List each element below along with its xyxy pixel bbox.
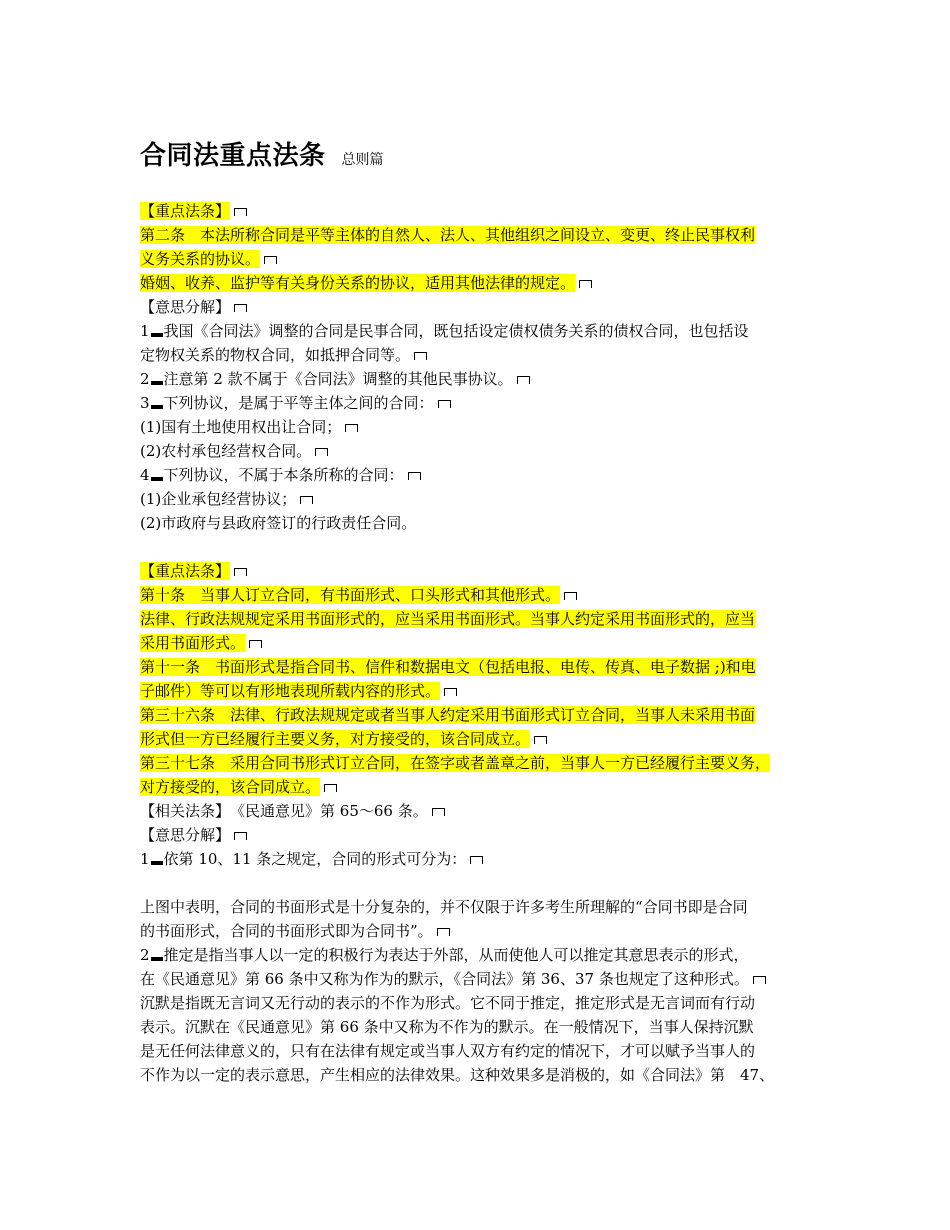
title-row: [140, 135, 840, 173]
silence-paragraph-cont: 是无任何法律意义的，只有在法律有规定或当事人双方有约定的情况下，才可以赋予当事人的: [140, 1042, 756, 1060]
item-number: 2: [140, 946, 150, 964]
analysis-item-1: 依第 10、11 条之规定，合同的形式可分为：: [163, 850, 467, 868]
paragraph-mark-icon: [432, 808, 445, 816]
numbering-mark-icon: [151, 381, 163, 385]
article-37-text: 第三十七条 采用合同书形式订立合同，在签字或者盖章之前，当事人一方已经履行主要义务，: [140, 754, 771, 772]
numbering-mark-icon: [151, 477, 163, 481]
paragraph-mark-icon: [438, 400, 451, 408]
article-10-paragraph-2-cont: 采用书面形式。: [140, 634, 246, 652]
paragraph-mark-icon: [249, 640, 262, 648]
paragraph-mark-icon: [579, 280, 592, 288]
numbering-mark-icon: [151, 861, 163, 865]
list-item: (1)企业承包经营协议；: [140, 490, 297, 508]
document-subtitle: 总则篇: [341, 152, 384, 168]
item-number: 3: [140, 394, 150, 412]
paragraph-mark-icon: [517, 376, 530, 384]
figure-explanation-cont: 的书面形式，合同的书面形式即为合同书”。: [140, 922, 433, 940]
article-2-text: 第二条 本法所称合同是平等主体的自然人、法人、其他组织之间设立、变更、终止民事权利: [140, 226, 756, 244]
paragraph-mark-icon: [300, 496, 313, 504]
silence-paragraph-cont: 不作为以一定的表示意思，产生相应的法律效果。这种效果多是消极的，如《合同法》第 47、: [140, 1066, 775, 1084]
article-36-text-cont: 形式但一方已经履行主要义务，对方接受的，该合同成立。: [140, 730, 531, 748]
article-36-text: 第三十六条 法律、行政法规规定或者当事人约定采用书面形式订立合同，当事人未采用书面: [140, 706, 756, 724]
paragraph-mark-icon: [534, 736, 547, 744]
paragraph-mark-icon: [345, 424, 358, 432]
item-number: 2: [140, 370, 150, 388]
document-page: [140, 135, 840, 1087]
paragraph-mark-icon: [234, 832, 247, 840]
article-37-text-cont: 对方接受的，该合同成立。: [140, 778, 321, 796]
article-10-text: 第十条 当事人订立合同，有书面形式、口头形式和其他形式。: [140, 586, 561, 604]
paragraph-mark-icon: [324, 784, 337, 792]
analysis-item-3: 下列协议，是属于平等主体之间的合同：: [163, 394, 434, 412]
document-body: [140, 199, 840, 1087]
key-article-label: 【重点法条】: [140, 562, 231, 580]
analysis-label: 【意思分解】: [140, 826, 231, 844]
article-10-paragraph-2: 法律、行政法规规定采用书面形式的，应当采用书面形式。当事人约定采用书面形式的，应当: [140, 610, 756, 628]
paragraph-mark-icon: [437, 928, 450, 936]
analysis-item-1-cont: 定物权关系的物权合同，如抵押合同等。: [140, 346, 411, 364]
analysis-item-2: 注意第 2 款不属于《合同法》调整的其他民事协议。: [163, 370, 513, 388]
numbering-mark-icon: [151, 333, 163, 337]
analysis-item-2: 推定是指当事人以一定的积极行为表达于外部，从而使他人可以推定其意思表示的形式，: [163, 946, 749, 964]
key-article-label: 【重点法条】: [140, 202, 231, 220]
list-item: (2)农村承包经营权合同。: [140, 442, 312, 460]
analysis-item-1: 我国《合同法》调整的合同是民事合同，既包括设定债权债务关系的债权合同，也包括设: [163, 322, 749, 340]
paragraph-mark-icon: [234, 208, 247, 216]
paragraph-mark-icon: [414, 352, 427, 360]
numbering-mark-icon: [151, 957, 163, 961]
analysis-item-2-cont: 在《民通意见》第 66 条中又称为作为的默示，《合同法》第 36、37 条也规定了这种形式。: [140, 970, 749, 988]
paragraph-mark-icon: [234, 304, 247, 312]
item-number: 4: [140, 466, 150, 484]
silence-paragraph: 沉默是指既无言词又无行动的表示的不作为形式。它不同于推定，推定形式是无言词而有行动: [140, 994, 756, 1012]
paragraph-mark-icon: [564, 592, 577, 600]
paragraph-mark-icon: [470, 856, 483, 864]
article-2-text-cont: 义务关系的协议。: [140, 250, 261, 268]
document-title: 合同法重点法条: [140, 141, 326, 171]
article-11-text-cont: 子邮件）等可以有形地表现所载内容的形式。: [140, 682, 441, 700]
silence-paragraph-cont: 表示。沉默在《民通意见》第 66 条中又称为不作为的默示。在一般情况下，当事人保持沉默: [140, 1018, 754, 1036]
paragraph-mark-icon: [264, 256, 277, 264]
numbering-mark-icon: [151, 405, 163, 409]
paragraph-mark-icon: [408, 472, 421, 480]
paragraph-mark-icon: [444, 688, 457, 696]
paragraph-mark-icon: [753, 976, 766, 984]
analysis-label: 【意思分解】: [140, 298, 231, 316]
list-item: (1)国有土地使用权出让合同；: [140, 418, 342, 436]
list-item: (2)市政府与县政府签订的行政责任合同。: [140, 514, 417, 532]
paragraph-mark-icon: [315, 448, 328, 456]
figure-explanation: 上图中表明，合同的书面形式是十分复杂的，并不仅限于许多考生所理解的“合同书即是合同: [140, 898, 748, 916]
article-2-paragraph-2: 婚姻、收养、监护等有关身份关系的协议，适用其他法律的规定。: [140, 274, 576, 292]
analysis-item-4: 下列协议，不属于本条所称的合同：: [163, 466, 404, 484]
paragraph-mark-icon: [234, 568, 247, 576]
item-number: 1: [140, 850, 150, 868]
related-articles: 【相关法条】 《民通意见》第 65～66 条。: [140, 802, 428, 820]
item-number: 1: [140, 322, 150, 340]
article-11-text: 第十一条 书面形式是指合同书、信件和数据电文（包括电报、电传、传真、电子数据 ;)和电: [140, 658, 756, 676]
